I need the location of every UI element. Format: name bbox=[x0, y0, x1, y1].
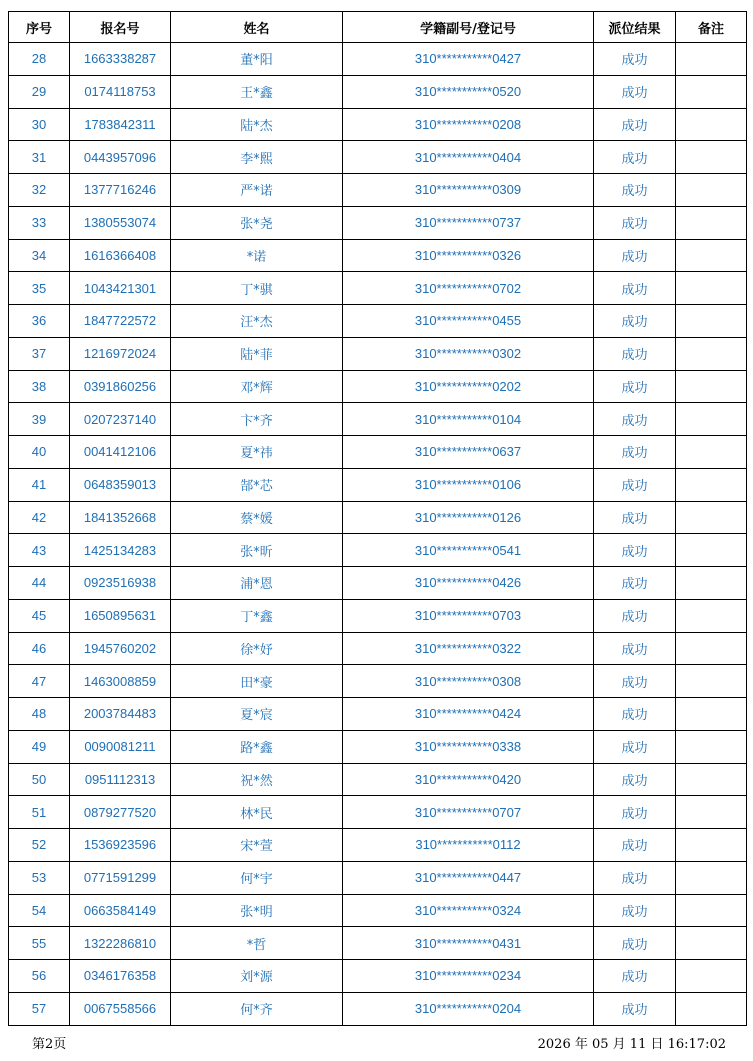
cell-seq: 40 bbox=[9, 436, 70, 469]
cell-name: 夏*宸 bbox=[171, 698, 343, 731]
cell-student-id: 310***********0234 bbox=[343, 960, 594, 993]
cell-student-id: 310***********0404 bbox=[343, 141, 594, 174]
cell-reg-no: 0771591299 bbox=[70, 861, 171, 894]
cell-result: 成功 bbox=[594, 567, 676, 600]
cell-result: 成功 bbox=[594, 305, 676, 338]
cell-note bbox=[676, 599, 747, 632]
table-row bbox=[9, 632, 747, 665]
cell-student-id: 310***********0104 bbox=[343, 403, 594, 436]
cell-seq: 41 bbox=[9, 468, 70, 501]
cell-note bbox=[676, 992, 747, 1025]
cell-name: 何*齐 bbox=[171, 992, 343, 1025]
cell-result: 成功 bbox=[594, 141, 676, 174]
cell-reg-no: 1841352668 bbox=[70, 501, 171, 534]
cell-reg-no: 0951112313 bbox=[70, 763, 171, 796]
cell-seq: 46 bbox=[9, 632, 70, 665]
cell-name: 丁*鑫 bbox=[171, 599, 343, 632]
table-row bbox=[9, 829, 747, 862]
cell-seq: 57 bbox=[9, 992, 70, 1025]
cell-result: 成功 bbox=[594, 796, 676, 829]
table-row bbox=[9, 665, 747, 698]
table-row bbox=[9, 763, 747, 796]
cell-result: 成功 bbox=[594, 239, 676, 272]
cell-note bbox=[676, 468, 747, 501]
cell-reg-no: 0207237140 bbox=[70, 403, 171, 436]
cell-seq: 45 bbox=[9, 599, 70, 632]
cell-seq: 47 bbox=[9, 665, 70, 698]
table-row bbox=[9, 534, 747, 567]
cell-student-id: 310***********0322 bbox=[343, 632, 594, 665]
table-row bbox=[9, 43, 747, 76]
cell-result: 成功 bbox=[594, 370, 676, 403]
cell-student-id: 310***********0637 bbox=[343, 436, 594, 469]
cell-student-id: 310***********0447 bbox=[343, 861, 594, 894]
table-row bbox=[9, 239, 747, 272]
cell-name: 张*明 bbox=[171, 894, 343, 927]
cell-note bbox=[676, 337, 747, 370]
cell-name: 何*宇 bbox=[171, 861, 343, 894]
cell-note bbox=[676, 698, 747, 731]
cell-reg-no: 2003784483 bbox=[70, 698, 171, 731]
cell-note bbox=[676, 272, 747, 305]
cell-seq: 43 bbox=[9, 534, 70, 567]
cell-reg-no: 1043421301 bbox=[70, 272, 171, 305]
cell-name: 林*民 bbox=[171, 796, 343, 829]
cell-seq: 49 bbox=[9, 730, 70, 763]
cell-note bbox=[676, 174, 747, 207]
table-row bbox=[9, 796, 747, 829]
cell-note bbox=[676, 567, 747, 600]
cell-student-id: 310***********0106 bbox=[343, 468, 594, 501]
cell-seq: 48 bbox=[9, 698, 70, 731]
cell-reg-no: 1663338287 bbox=[70, 43, 171, 76]
cell-name: 张*昕 bbox=[171, 534, 343, 567]
cell-reg-no: 0090081211 bbox=[70, 730, 171, 763]
cell-student-id: 310***********0702 bbox=[343, 272, 594, 305]
cell-reg-no: 1216972024 bbox=[70, 337, 171, 370]
cell-name: 刘*源 bbox=[171, 960, 343, 993]
cell-seq: 55 bbox=[9, 927, 70, 960]
cell-student-id: 310***********0204 bbox=[343, 992, 594, 1025]
cell-name: 卞*齐 bbox=[171, 403, 343, 436]
cell-seq: 29 bbox=[9, 75, 70, 108]
cell-result: 成功 bbox=[594, 468, 676, 501]
cell-note bbox=[676, 763, 747, 796]
cell-reg-no: 1463008859 bbox=[70, 665, 171, 698]
cell-student-id: 310***********0431 bbox=[343, 927, 594, 960]
cell-note bbox=[676, 403, 747, 436]
table-row bbox=[9, 272, 747, 305]
cell-note bbox=[676, 75, 747, 108]
cell-seq: 37 bbox=[9, 337, 70, 370]
cell-result: 成功 bbox=[594, 206, 676, 239]
cell-seq: 54 bbox=[9, 894, 70, 927]
cell-reg-no: 0041412106 bbox=[70, 436, 171, 469]
cell-name: 郜*芯 bbox=[171, 468, 343, 501]
cell-note bbox=[676, 632, 747, 665]
cell-student-id: 310***********0707 bbox=[343, 796, 594, 829]
cell-note bbox=[676, 141, 747, 174]
cell-result: 成功 bbox=[594, 632, 676, 665]
cell-result: 成功 bbox=[594, 75, 676, 108]
cell-reg-no: 1650895631 bbox=[70, 599, 171, 632]
cell-result: 成功 bbox=[594, 599, 676, 632]
cell-note bbox=[676, 861, 747, 894]
cell-note bbox=[676, 730, 747, 763]
cell-name: 李*熙 bbox=[171, 141, 343, 174]
table-row bbox=[9, 992, 747, 1025]
cell-student-id: 310***********0455 bbox=[343, 305, 594, 338]
cell-student-id: 310***********0427 bbox=[343, 43, 594, 76]
cell-result: 成功 bbox=[594, 403, 676, 436]
cell-name: 邓*辉 bbox=[171, 370, 343, 403]
table-row bbox=[9, 75, 747, 108]
cell-note bbox=[676, 239, 747, 272]
cell-result: 成功 bbox=[594, 43, 676, 76]
cell-reg-no: 0923516938 bbox=[70, 567, 171, 600]
cell-seq: 33 bbox=[9, 206, 70, 239]
cell-name: 宋*萱 bbox=[171, 829, 343, 862]
cell-note bbox=[676, 305, 747, 338]
cell-student-id: 310***********0424 bbox=[343, 698, 594, 731]
table-row bbox=[9, 108, 747, 141]
table-row bbox=[9, 501, 747, 534]
header-reg-no: 报名号 bbox=[70, 12, 171, 43]
table-row bbox=[9, 468, 747, 501]
cell-reg-no: 1847722572 bbox=[70, 305, 171, 338]
table-row bbox=[9, 861, 747, 894]
table-row bbox=[9, 337, 747, 370]
cell-name: 祝*然 bbox=[171, 763, 343, 796]
table-row bbox=[9, 960, 747, 993]
cell-name: 张*尧 bbox=[171, 206, 343, 239]
cell-student-id: 310***********0308 bbox=[343, 665, 594, 698]
cell-reg-no: 0663584149 bbox=[70, 894, 171, 927]
header-student-id: 学籍副号/登记号 bbox=[343, 12, 594, 43]
header-result: 派位结果 bbox=[594, 12, 676, 43]
cell-result: 成功 bbox=[594, 534, 676, 567]
cell-name: 徐*妤 bbox=[171, 632, 343, 665]
cell-note bbox=[676, 436, 747, 469]
cell-result: 成功 bbox=[594, 960, 676, 993]
cell-note bbox=[676, 665, 747, 698]
table-header-row bbox=[9, 12, 747, 43]
cell-seq: 38 bbox=[9, 370, 70, 403]
table-row bbox=[9, 567, 747, 600]
header-note: 备注 bbox=[676, 12, 747, 43]
cell-reg-no: 0443957096 bbox=[70, 141, 171, 174]
cell-name: 董*阳 bbox=[171, 43, 343, 76]
cell-seq: 52 bbox=[9, 829, 70, 862]
cell-note bbox=[676, 370, 747, 403]
cell-seq: 31 bbox=[9, 141, 70, 174]
cell-name: 汪*杰 bbox=[171, 305, 343, 338]
cell-result: 成功 bbox=[594, 730, 676, 763]
table-row bbox=[9, 141, 747, 174]
cell-reg-no: 0879277520 bbox=[70, 796, 171, 829]
cell-student-id: 310***********0420 bbox=[343, 763, 594, 796]
cell-result: 成功 bbox=[594, 927, 676, 960]
cell-name: 陆*杰 bbox=[171, 108, 343, 141]
cell-student-id: 310***********0302 bbox=[343, 337, 594, 370]
cell-reg-no: 1425134283 bbox=[70, 534, 171, 567]
cell-student-id: 310***********0520 bbox=[343, 75, 594, 108]
cell-note bbox=[676, 927, 747, 960]
cell-note bbox=[676, 796, 747, 829]
cell-seq: 42 bbox=[9, 501, 70, 534]
cell-name: 夏*祎 bbox=[171, 436, 343, 469]
cell-result: 成功 bbox=[594, 108, 676, 141]
cell-seq: 30 bbox=[9, 108, 70, 141]
cell-name: 路*鑫 bbox=[171, 730, 343, 763]
cell-result: 成功 bbox=[594, 894, 676, 927]
cell-name: 蔡*媛 bbox=[171, 501, 343, 534]
results-table bbox=[8, 11, 747, 1026]
results-sheet bbox=[8, 11, 747, 1026]
cell-seq: 34 bbox=[9, 239, 70, 272]
cell-student-id: 310***********0324 bbox=[343, 894, 594, 927]
cell-reg-no: 0067558566 bbox=[70, 992, 171, 1025]
cell-student-id: 310***********0112 bbox=[343, 829, 594, 862]
cell-student-id: 310***********0338 bbox=[343, 730, 594, 763]
cell-seq: 32 bbox=[9, 174, 70, 207]
cell-result: 成功 bbox=[594, 992, 676, 1025]
cell-name: 陆*菲 bbox=[171, 337, 343, 370]
cell-seq: 28 bbox=[9, 43, 70, 76]
cell-seq: 56 bbox=[9, 960, 70, 993]
cell-name: 田*豪 bbox=[171, 665, 343, 698]
cell-student-id: 310***********0426 bbox=[343, 567, 594, 600]
table-row bbox=[9, 730, 747, 763]
table-row bbox=[9, 403, 747, 436]
cell-seq: 53 bbox=[9, 861, 70, 894]
cell-result: 成功 bbox=[594, 698, 676, 731]
cell-seq: 36 bbox=[9, 305, 70, 338]
cell-student-id: 310***********0208 bbox=[343, 108, 594, 141]
cell-name: *诺 bbox=[171, 239, 343, 272]
cell-seq: 50 bbox=[9, 763, 70, 796]
cell-result: 成功 bbox=[594, 501, 676, 534]
page-number: 第2页 bbox=[32, 1037, 67, 1052]
table-row bbox=[9, 206, 747, 239]
cell-result: 成功 bbox=[594, 829, 676, 862]
table-row bbox=[9, 927, 747, 960]
cell-student-id: 310***********0703 bbox=[343, 599, 594, 632]
cell-reg-no: 1536923596 bbox=[70, 829, 171, 862]
cell-student-id: 310***********0202 bbox=[343, 370, 594, 403]
cell-name: 王*鑫 bbox=[171, 75, 343, 108]
cell-note bbox=[676, 534, 747, 567]
table-row bbox=[9, 698, 747, 731]
header-seq: 序号 bbox=[9, 12, 70, 43]
print-timestamp: 2026 年 05 月 11 日 16:17:02 bbox=[537, 1037, 726, 1052]
table-body bbox=[9, 43, 747, 1026]
cell-note bbox=[676, 108, 747, 141]
cell-reg-no: 0174118753 bbox=[70, 75, 171, 108]
cell-result: 成功 bbox=[594, 436, 676, 469]
cell-name: 浦*恩 bbox=[171, 567, 343, 600]
cell-seq: 39 bbox=[9, 403, 70, 436]
table-row bbox=[9, 305, 747, 338]
cell-result: 成功 bbox=[594, 861, 676, 894]
table-row bbox=[9, 894, 747, 927]
cell-seq: 51 bbox=[9, 796, 70, 829]
cell-student-id: 310***********0309 bbox=[343, 174, 594, 207]
cell-reg-no: 1380553074 bbox=[70, 206, 171, 239]
cell-reg-no: 0648359013 bbox=[70, 468, 171, 501]
cell-student-id: 310***********0126 bbox=[343, 501, 594, 534]
cell-name: 丁*骐 bbox=[171, 272, 343, 305]
cell-note bbox=[676, 894, 747, 927]
table-row bbox=[9, 370, 747, 403]
cell-name: *哲 bbox=[171, 927, 343, 960]
cell-student-id: 310***********0326 bbox=[343, 239, 594, 272]
cell-seq: 44 bbox=[9, 567, 70, 600]
cell-result: 成功 bbox=[594, 272, 676, 305]
cell-reg-no: 1377716246 bbox=[70, 174, 171, 207]
cell-result: 成功 bbox=[594, 174, 676, 207]
cell-result: 成功 bbox=[594, 763, 676, 796]
cell-reg-no: 1616366408 bbox=[70, 239, 171, 272]
cell-note bbox=[676, 829, 747, 862]
cell-student-id: 310***********0541 bbox=[343, 534, 594, 567]
table-row bbox=[9, 599, 747, 632]
table-row bbox=[9, 174, 747, 207]
cell-reg-no: 1322286810 bbox=[70, 927, 171, 960]
cell-note bbox=[676, 960, 747, 993]
cell-note bbox=[676, 501, 747, 534]
cell-result: 成功 bbox=[594, 337, 676, 370]
cell-note bbox=[676, 43, 747, 76]
cell-reg-no: 0346176358 bbox=[70, 960, 171, 993]
cell-reg-no: 1783842311 bbox=[70, 108, 171, 141]
cell-note bbox=[676, 206, 747, 239]
cell-reg-no: 1945760202 bbox=[70, 632, 171, 665]
cell-reg-no: 0391860256 bbox=[70, 370, 171, 403]
cell-name: 严*诺 bbox=[171, 174, 343, 207]
header-name: 姓名 bbox=[171, 12, 343, 43]
cell-result: 成功 bbox=[594, 665, 676, 698]
cell-seq: 35 bbox=[9, 272, 70, 305]
cell-student-id: 310***********0737 bbox=[343, 206, 594, 239]
table-row bbox=[9, 436, 747, 469]
